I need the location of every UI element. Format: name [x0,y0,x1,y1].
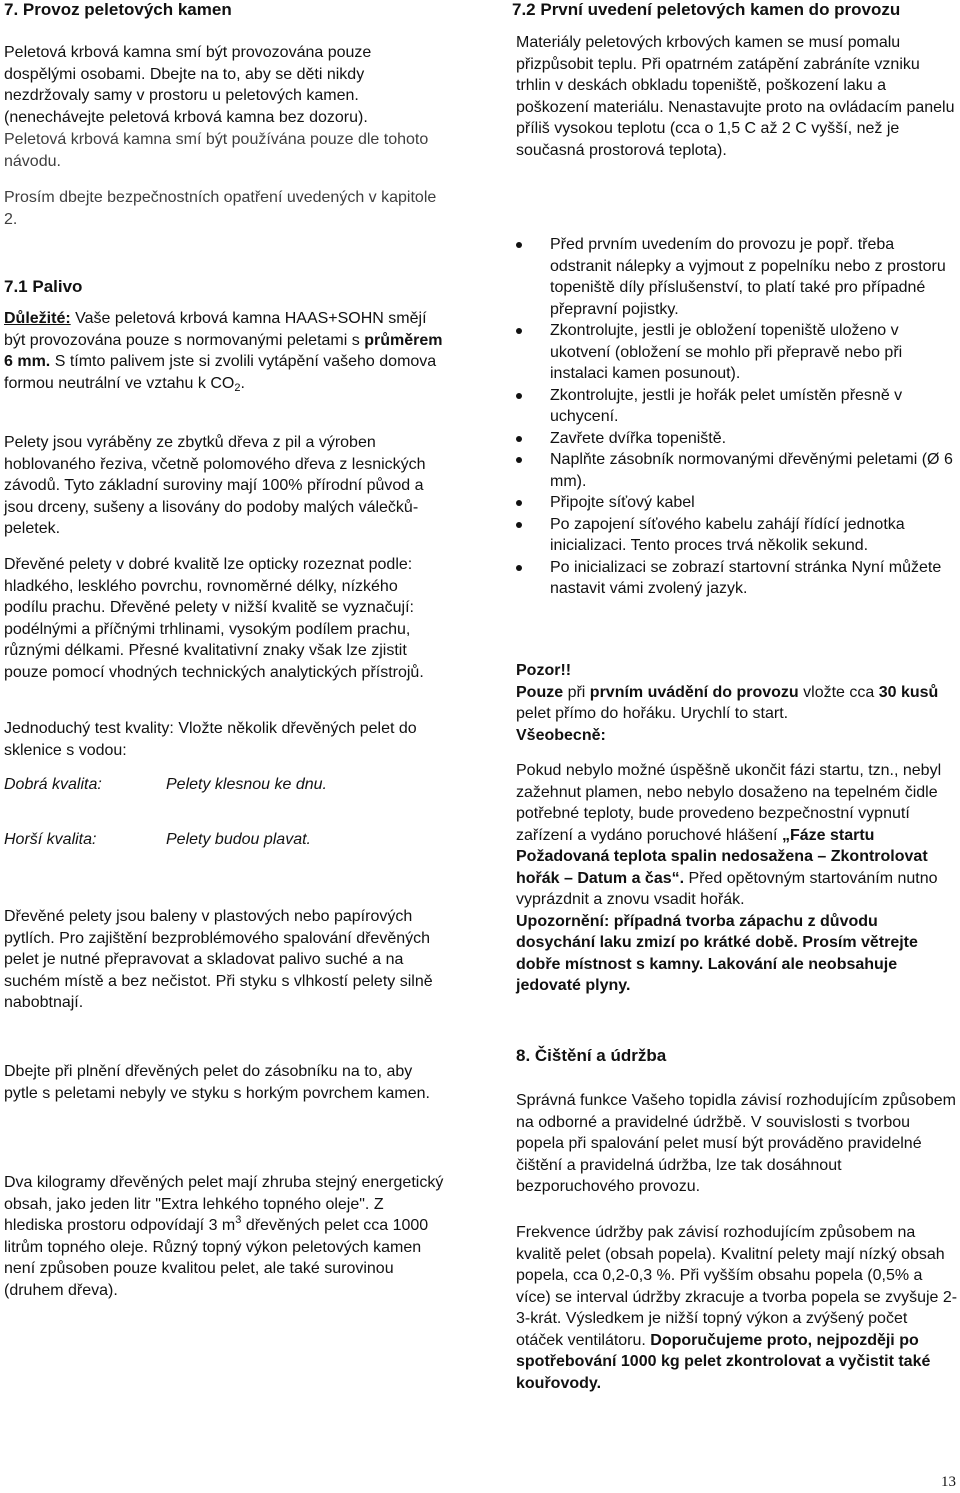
good-quality-label: Dobrá kvalita: [4,776,102,793]
list-item: Připojte síťový kabel [516,492,958,514]
packaging-paragraph: Dřevěné pelety jsou baleny v plastových nebo papírových pytlích. Pro zajištění bezproblémového spalování dřevěných pelet je nutné přepravovat a skladovat palivo suché a na suchém místě a bez nečistot. Při styku s vlhkostí pelety silně nabobtnají. [4,908,433,1011]
section-heading-8: 8. Čištění a údržba [516,1046,667,1065]
list-item: Naplňte zásobník normovanými dřevěnými peletami (Ø 6 mm). [516,449,958,492]
maintenance-paragraph: Správná funkce Vašeho topidla závisí rozhodujícím způsobem na odborné a pravidelné údržbě. V souvislosti s tvorbou popela při spalování pelet musí být prováděno pravidelné čištění a pravidelná údržba, lze tak dosáhnout bezporuchového provozu. [516,1092,956,1195]
bullet-icon [516,457,522,463]
list-item: Před prvním uvedením do provozu je popř. třeba odstranit nálepky a vyjmout z popelníku nebo z prostoru topeniště díly příslušenství, to platí také pro případné přepravní pojistky. [516,234,958,320]
list-item: Zavřete dvířka topeniště. [516,428,958,450]
important-paragraph: Důležité: Vaše peletová krbová kamna HAAS+SOHN smějí být provozována pouze s normovanými peletami s průměrem 6 mm. S tímto palivem jste si zvolili vytápění vašeho domova formou neutrální ve vztahu k $CO_2$. [4,310,443,394]
bullet-icon [516,500,522,506]
bullet-icon [516,328,522,334]
general-label: Všeobecně: [516,726,606,744]
filling-paragraph: Dbejte při plnění dřevěných pelet do zásobníku na to, aby pytle s peletami nebyly ve styku s horkým povrchem kamen. [4,1063,430,1102]
materials-paragraph: Materiály peletových krbových kamen se musí pomalu přizpůsobit teplu. Při opatrném zatápění zabráníte vzniku trhlin v deskách obkladu topeniště, poškození laku a poškození materiálu. Nenastavujte proto na ovládacím panelu příliš vysokou teplotu (cca o 1,5 C až 2 C vyšší, než je současná prostorová teplota). [516,34,955,159]
pellets-origin-paragraph: Pelety jsou vyráběny ze zbytků dřeva z pil a výroben hoblovaného řeziva, včetně polomového dřeva z lesnických závodů. Tyto základní suroviny mají 100% přírodní původ a jsou drceny, sušeny a lisovány do podoby malých válečků-peletek. [4,434,426,537]
notice-text: Upozornění: případná tvorba zápachu z důvodu dosychání laku zmizí po krátké době. Prosím větrejte dobře místnost s kamny. Lakování ale neobsahuje jedovaté plyny. [516,912,918,994]
bullet-icon [516,393,522,399]
bullet-icon [516,242,522,248]
usage-paragraph: Peletová krbová kamna smí být používána pouze dle tohoto návodu. [4,131,429,170]
safety-paragraph: Prosím dbejte bezpečnostních opatření uvedených v kapitole 2. [4,189,437,228]
intro-paragraph: Peletová krbová kamna smí být provozována pouze dospělými osobami. Dbejte na to, aby se děti nikdy nezdržovaly samy v prostoru u peletových kamen. (nenechávejte peletová krbová kamna bez dozoru). [4,44,372,126]
list-item: Po zapojení síťového kabelu zahájí řídící jednotka inicializaci. Tento proces trvá několik sekund. [516,514,958,557]
bullet-icon [516,436,522,442]
good-quality-value: Pelety klesnou ke dnu. [166,776,327,793]
list-item: Zkontrolujte, jestli je hořák pelet umístěn přesně v uchycení. [516,385,958,428]
list-item: Po inicializaci se zobrazí startovní stránka Nyní můžete nastavit vámi zvolený jazyk. [516,557,958,600]
page-number: 13 [941,1474,956,1490]
quality-test-paragraph: Jednoduchý test kvality: Vložte několik dřevěných pelet do sklenice s vodou: [4,720,417,759]
energy-paragraph: Dva kilogramy dřevěných pelet mají zhruba stejný energetický obsah, jako jeden litr "Extra lehkého topného oleje". Z hlediska prostoru odpovídají 3 $m^3$ dřevěných pelet cca 1000 litrům topného oleje. Různý topný výkon peletových kamen není způsoben pouze kvalitou pelet, ale také surovinou (druhem dřeva). [4,1174,444,1299]
bullet-icon [516,565,522,571]
important-label: Důležité: [4,310,71,327]
general-paragraph: Pokud nebylo možné úspěšně ukončit fázi startu, tzn., nebyl zažehnut plamen, nebo nebylo dosaženo na tepelném čidle potřebné teploty, bude provedeno bezpečnostní vypnutí zařízení a vydáno poruchové hlášení „Fáze startu Požadovaná teplota spalin nedosažena – Zkontrolovat hořák – Datum a čas“. Před opětovným startováním nutno vyprázdnit a znovu vsadit hořák. Upozornění: případná tvorba zápachu z důvodu dosychání laku zmizí po krátké době. Prosím větrejte dobře místnost s kamny. Lakování ale neobsahuje jedovaté plyny. [516,762,942,994]
section-heading-7-1: 7.1 Palivo [4,277,83,296]
bad-quality-value: Pelety budou plavat. [166,831,311,848]
frequency-paragraph: Frekvence údržby pak závisí rozhodujícím způsobem na kvalitě pelet (obsah popela). Kvalitní pelety mají nízký obsah popela, cca 0,2-0,3 %. Při vyšším obsahu popela (0,5% a více) se interval údržby zkracuje a tvorba popela se zvyšuje 2-3-krát. Výsledkem je nižší topný výkon a zvýšený počet otáček ventilátoru. Doporučujeme proto, nejpozději po spotřebování 1000 kg pelet zkontrolovat a vyčistit také kouřovody. [516,1224,958,1392]
section-heading-7: 7. Provoz peletových kamen [4,0,232,19]
first-start-steps-list [516,234,958,600]
bad-quality-label: Horší kvalita: [4,831,97,848]
list-item: Zkontrolujte, jestli je obložení topeniště uloženo v ukotvení (obložení se mohlo při přepravě nebo při instalaci kamen posunout). [516,320,958,385]
bullet-icon [516,522,522,528]
warning-paragraph: Pozor!! Pouze při prvním uvádění do provozu vložte cca 30 kusů pelet přímo do hořáku. Urychlí to start. Všeobecně: [516,662,939,744]
section-heading-7-2: 7.2 První uvedení peletových kamen do provozu [512,0,901,19]
warning-label: Pozor!! [516,662,572,679]
pellet-quality-paragraph: Dřevěné pelety v dobré kvalitě lze opticky rozeznat podle: hladkého, lesklého povrchu, rovnoměrné délky, nízkého podílu prachu. Dřevěné pelety v nižší kvalitě se vyznačují: podélnými a příčnými trhlinami, vysokým podílem prachu, různými délkami. Přesné kvalitativní znaky však lze zjistit pouze pomocí vhodných technických analytických přístrojů. [4,556,424,681]
